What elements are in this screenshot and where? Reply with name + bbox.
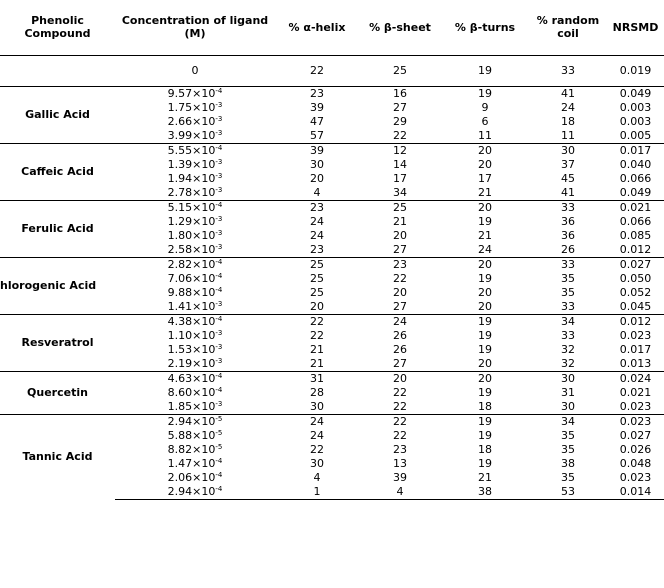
beta-turns-cell: 21 (478, 185, 492, 199)
concentration-mantissa: 4.38 (167, 314, 193, 328)
alpha-helix-cell: 21 (310, 342, 324, 356)
random-coil-cell: 18 (561, 114, 575, 128)
beta-turns-cell: 19 (478, 271, 492, 285)
compound-group (0, 414, 664, 499)
concentration-exponent: -3 (215, 356, 223, 365)
concentration-cell: 0 (191, 63, 199, 77)
alpha-helix-cell: 22 (310, 442, 324, 456)
nrsmd-cell: 0.023 (607, 414, 664, 429)
alpha-helix-cell: 30 (310, 456, 324, 470)
beta-sheet-cell: 34 (393, 185, 407, 199)
nrsmd-cell: 0.012 (619, 242, 652, 256)
header-nrsmd: NRSMD (607, 0, 664, 55)
beta-turns-cell: 21 (478, 470, 492, 484)
concentration-exponent: -3 (215, 328, 223, 337)
random-coil-cell: 33 (561, 299, 575, 313)
nrsmd-cell: 0.017 (607, 143, 664, 158)
compound-name: Caffeic Acid (0, 143, 115, 200)
nrsmd-cell: 0.012 (607, 314, 664, 329)
nrsmd-cell: 0.066 (619, 171, 652, 185)
concentration-exponent: -5 (215, 428, 223, 437)
nrsmd-cell: 0.052 (619, 285, 652, 299)
nrsmd-cell: 0.024 (607, 371, 664, 386)
times-ten: ×10 (192, 299, 216, 313)
concentration-exponent: -4 (215, 314, 223, 323)
alpha-helix-cell: 23 (310, 242, 324, 256)
beta-turns-cell: 21 (478, 228, 492, 242)
concentration-cell (115, 386, 275, 400)
beta-sheet-cell: 27 (393, 242, 407, 256)
table-row (0, 257, 664, 272)
beta-turns-cell: 24 (478, 242, 492, 256)
beta-sheet-cell: 27 (393, 100, 407, 114)
random-coil-cell: 24 (561, 100, 575, 114)
beta-turns-cell: 18 (478, 399, 492, 413)
beta-sheet-cell: 20 (359, 371, 441, 386)
alpha-helix-cell: 31 (275, 371, 359, 386)
concentration-exponent: -3 (215, 100, 223, 109)
concentration-mantissa: 7.06 (167, 271, 193, 285)
concentration-exponent: -4 (215, 86, 223, 95)
beta-sheet-cell: 26 (393, 328, 407, 342)
times-ten: ×10 (192, 157, 216, 171)
concentration-mantissa: 2.19 (167, 356, 193, 370)
alpha-helix-cell: 57 (310, 128, 324, 142)
nrsmd-cell: 0.021 (619, 385, 652, 399)
random-coil-cell: 33 (529, 257, 607, 272)
beta-sheet-cell: 4 (359, 485, 441, 500)
random-coil-cell: 36 (561, 214, 575, 228)
concentration-exponent: -4 (215, 385, 223, 394)
concentration-exponent: -3 (215, 157, 223, 166)
concentration-cell (115, 257, 275, 272)
times-ten: ×10 (192, 257, 216, 271)
concentration-cell (115, 357, 275, 372)
beta-turns-cell: 17 (478, 171, 492, 185)
nrsmd-cell: 0.085 (619, 228, 652, 242)
times-ten: ×10 (192, 100, 216, 114)
alpha-helix-cell: 25 (310, 285, 324, 299)
beta-sheet-cell: 16 (359, 86, 441, 101)
beta-turns-cell: 19 (478, 328, 492, 342)
concentration-mantissa: 4.63 (167, 371, 193, 385)
beta-turns-cell: 19 (478, 456, 492, 470)
concentration-mantissa: 1.75 (167, 100, 193, 114)
times-ten: ×10 (192, 371, 216, 385)
beta-sheet-cell: 22 (393, 428, 407, 442)
random-coil-cell: 35 (561, 285, 575, 299)
alpha-helix-cell: 21 (310, 356, 324, 370)
compound-name: hlorogenic Acid (0, 257, 115, 314)
concentration-cell (115, 215, 275, 229)
beta-sheet-cell: 22 (393, 399, 407, 413)
concentration-cell (115, 172, 275, 186)
concentration-exponent: -3 (215, 399, 223, 408)
concentration-cell (115, 243, 275, 258)
concentration-exponent: -3 (215, 228, 223, 237)
concentration-exponent: -4 (215, 143, 223, 152)
alpha-helix-cell: 24 (310, 428, 324, 442)
beta-turns-cell: 20 (441, 200, 529, 215)
random-coil-cell: 11 (561, 128, 575, 142)
compound-group (0, 371, 664, 414)
beta-turns-cell: 9 (481, 100, 489, 114)
alpha-helix-cell: 4 (313, 185, 321, 199)
alpha-helix-cell: 20 (310, 299, 324, 313)
beta-turns-cell: 19 (478, 63, 492, 77)
nrsmd-cell: 0.023 (619, 470, 652, 484)
times-ten: ×10 (192, 114, 216, 128)
compound-name: Resveratrol (0, 314, 115, 371)
table-row (0, 314, 664, 329)
concentration-cell (115, 229, 275, 243)
random-coil-cell: 36 (561, 228, 575, 242)
beta-turns-cell: 19 (478, 342, 492, 356)
random-coil-cell: 37 (561, 157, 575, 171)
concentration-exponent: -4 (215, 371, 223, 380)
header-phenolic-compound: Phenolic Compound (0, 0, 115, 55)
random-coil-cell: 41 (529, 86, 607, 101)
concentration-mantissa: 1.29 (167, 214, 193, 228)
beta-sheet-cell: 23 (359, 257, 441, 272)
times-ten: ×10 (192, 399, 216, 413)
concentration-mantissa: 1.80 (167, 228, 193, 242)
nrsmd-cell: 0.003 (619, 100, 652, 114)
concentration-exponent: -3 (215, 114, 223, 123)
nrsmd-cell: 0.045 (619, 299, 652, 313)
nrsmd-cell: 0.021 (607, 200, 664, 215)
beta-sheet-cell: 12 (359, 143, 441, 158)
beta-sheet-cell: 22 (393, 128, 407, 142)
concentration-exponent: -4 (215, 257, 223, 266)
concentration-exponent: -4 (215, 200, 223, 209)
concentration-mantissa: 1.85 (167, 399, 193, 413)
times-ten: ×10 (192, 86, 216, 100)
beta-sheet-cell: 14 (393, 157, 407, 171)
beta-turns-cell: 20 (441, 143, 529, 158)
random-coil-cell: 30 (529, 143, 607, 158)
beta-sheet-cell: 23 (393, 442, 407, 456)
table-body (0, 55, 664, 86)
concentration-exponent: -3 (215, 299, 223, 308)
alpha-helix-cell: 39 (310, 100, 324, 114)
random-coil-cell: 30 (529, 371, 607, 386)
nrsmd-cell: 0.048 (619, 456, 652, 470)
random-coil-cell: 31 (561, 385, 575, 399)
times-ten: ×10 (192, 200, 216, 214)
times-ten: ×10 (192, 385, 216, 399)
beta-sheet-cell: 22 (393, 271, 407, 285)
concentration-cell (115, 485, 275, 500)
concentration-cell (115, 300, 275, 315)
concentration-mantissa: 5.88 (167, 428, 193, 442)
nrsmd-cell: 0.049 (607, 86, 664, 101)
concentration-mantissa: 2.82 (167, 257, 193, 271)
concentration-mantissa: 1.53 (167, 342, 193, 356)
random-coil-cell: 34 (529, 414, 607, 429)
compound-group (0, 200, 664, 257)
nrsmd-cell: 0.027 (607, 257, 664, 272)
compound-name: Tannic Acid (0, 414, 115, 499)
table-row-control (0, 55, 664, 86)
random-coil-cell: 33 (529, 200, 607, 215)
times-ten: ×10 (192, 214, 216, 228)
alpha-helix-cell: 24 (310, 214, 324, 228)
concentration-mantissa: 8.82 (167, 442, 193, 456)
table-header (0, 0, 664, 55)
random-coil-cell: 45 (561, 171, 575, 185)
beta-sheet-cell: 24 (359, 314, 441, 329)
concentration-mantissa: 8.60 (167, 385, 193, 399)
alpha-helix-cell: 47 (310, 114, 324, 128)
compound-group (0, 86, 664, 143)
beta-sheet-cell: 20 (393, 228, 407, 242)
concentration-mantissa: 2.94 (167, 484, 193, 498)
beta-turns-cell: 20 (478, 299, 492, 313)
header-beta-sheet: % β-sheet (359, 0, 441, 55)
nrsmd-cell: 0.017 (619, 342, 652, 356)
nrsmd-cell: 0.023 (619, 399, 652, 413)
table-row (0, 371, 664, 386)
nrsmd-cell: 0.023 (619, 328, 652, 342)
beta-turns-cell: 20 (441, 371, 529, 386)
concentration-mantissa: 1.94 (167, 171, 193, 185)
beta-sheet-cell: 26 (393, 342, 407, 356)
concentration-exponent: -5 (215, 414, 223, 423)
concentration-exponent: -3 (215, 342, 223, 351)
concentration-exponent: -4 (215, 484, 223, 493)
concentration-cell (115, 414, 275, 429)
concentration-cell (115, 457, 275, 471)
beta-turns-cell: 38 (441, 485, 529, 500)
random-coil-cell: 26 (561, 242, 575, 256)
random-coil-cell: 38 (561, 456, 575, 470)
compound-cell (0, 55, 115, 86)
concentration-exponent: -4 (215, 470, 223, 479)
concentration-mantissa: 2.78 (167, 185, 193, 199)
concentration-exponent: -4 (215, 271, 223, 280)
nrsmd-cell: 0.014 (607, 485, 664, 500)
nrsmd-cell: 0.027 (619, 428, 652, 442)
nrsmd-cell: 0.049 (619, 185, 652, 199)
concentration-mantissa: 9.57 (167, 86, 193, 100)
beta-turns-cell: 20 (478, 285, 492, 299)
times-ten: ×10 (192, 456, 216, 470)
times-ten: ×10 (192, 143, 216, 157)
concentration-cell (115, 115, 275, 129)
concentration-exponent: -3 (215, 128, 223, 137)
random-coil-cell: 41 (561, 185, 575, 199)
random-coil-cell: 53 (529, 485, 607, 500)
alpha-helix-cell: 20 (310, 171, 324, 185)
concentration-cell (115, 443, 275, 457)
compound-name: Gallic Acid (0, 86, 115, 143)
concentration-exponent: -4 (215, 285, 223, 294)
random-coil-cell: 32 (561, 342, 575, 356)
concentration-cell (115, 101, 275, 115)
random-coil-cell: 35 (561, 428, 575, 442)
concentration-mantissa: 5.55 (167, 143, 193, 157)
nrsmd-cell: 0.003 (619, 114, 652, 128)
random-coil-cell: 35 (561, 442, 575, 456)
beta-turns-cell: 19 (441, 86, 529, 101)
alpha-helix-cell: 22 (310, 328, 324, 342)
beta-sheet-cell: 39 (393, 470, 407, 484)
concentration-cell (115, 314, 275, 329)
alpha-helix-cell: 24 (275, 414, 359, 429)
times-ten: ×10 (192, 428, 216, 442)
alpha-helix-cell: 25 (310, 271, 324, 285)
beta-sheet-cell: 27 (393, 356, 407, 370)
beta-turns-cell: 19 (441, 414, 529, 429)
concentration-cell (115, 158, 275, 172)
concentration-mantissa: 2.58 (167, 242, 193, 256)
concentration-mantissa: 1.39 (167, 157, 193, 171)
concentration-cell (115, 129, 275, 144)
concentration-mantissa: 2.94 (167, 414, 193, 428)
beta-turns-cell: 20 (478, 356, 492, 370)
beta-turns-cell: 20 (478, 157, 492, 171)
beta-sheet-cell: 25 (359, 200, 441, 215)
nrsmd-cell: 0.066 (619, 214, 652, 228)
beta-sheet-cell: 22 (393, 385, 407, 399)
times-ten: ×10 (192, 356, 216, 370)
alpha-helix-cell: 25 (275, 257, 359, 272)
beta-turns-cell: 18 (478, 442, 492, 456)
table-row (0, 414, 664, 429)
nrsmd-cell: 0.026 (619, 442, 652, 456)
alpha-helix-cell: 23 (275, 86, 359, 101)
concentration-mantissa: 5.15 (167, 200, 193, 214)
random-coil-cell: 33 (561, 63, 575, 77)
concentration-cell (115, 471, 275, 485)
beta-sheet-cell: 22 (359, 414, 441, 429)
random-coil-cell: 35 (561, 271, 575, 285)
alpha-helix-cell: 39 (275, 143, 359, 158)
concentration-cell (115, 272, 275, 286)
alpha-helix-cell: 24 (310, 228, 324, 242)
alpha-helix-cell: 1 (275, 485, 359, 500)
concentration-exponent: -4 (215, 456, 223, 465)
compound-group (0, 314, 664, 371)
times-ten: ×10 (192, 470, 216, 484)
concentration-cell (115, 143, 275, 158)
random-coil-cell: 33 (561, 328, 575, 342)
nrsmd-cell: 0.050 (619, 271, 652, 285)
concentration-cell (115, 343, 275, 357)
nrsmd-cell: 0.013 (619, 356, 652, 370)
concentration-mantissa: 2.06 (167, 470, 193, 484)
table-row (0, 86, 664, 101)
concentration-cell (115, 86, 275, 101)
header-alpha-helix: % α-helix (275, 0, 359, 55)
alpha-helix-cell: 22 (275, 314, 359, 329)
beta-turns-cell: 6 (481, 114, 489, 128)
times-ten: ×10 (192, 171, 216, 185)
beta-turns-cell: 20 (441, 257, 529, 272)
nrsmd-cell: 0.040 (619, 157, 652, 171)
beta-turns-cell: 19 (478, 214, 492, 228)
concentration-cell (115, 200, 275, 215)
times-ten: ×10 (192, 328, 216, 342)
concentration-exponent: -3 (215, 171, 223, 180)
table-row (0, 143, 664, 158)
times-ten: ×10 (192, 228, 216, 242)
times-ten: ×10 (192, 314, 216, 328)
beta-turns-cell: 19 (478, 428, 492, 442)
nrsmd-cell: 0.005 (619, 128, 652, 142)
concentration-cell (115, 429, 275, 443)
compound-group (0, 143, 664, 200)
concentration-mantissa: 1.47 (167, 456, 193, 470)
concentration-cell (115, 371, 275, 386)
header-beta-turns: % β-turns (441, 0, 529, 55)
beta-turns-cell: 19 (478, 385, 492, 399)
beta-sheet-cell: 20 (393, 285, 407, 299)
compound-name: Quercetin (0, 371, 115, 414)
alpha-helix-cell: 28 (310, 385, 324, 399)
concentration-mantissa: 2.66 (167, 114, 193, 128)
times-ten: ×10 (192, 128, 216, 142)
table-row (0, 200, 664, 215)
times-ten: ×10 (192, 271, 216, 285)
compound-group (0, 257, 664, 314)
random-coil-cell: 32 (561, 356, 575, 370)
beta-sheet-cell: 29 (393, 114, 407, 128)
random-coil-cell: 30 (561, 399, 575, 413)
header-random-coil: % random coil (529, 0, 607, 55)
random-coil-cell: 34 (529, 314, 607, 329)
concentration-exponent: -3 (215, 242, 223, 251)
concentration-cell (115, 329, 275, 343)
times-ten: ×10 (192, 484, 216, 498)
concentration-cell (115, 186, 275, 201)
times-ten: ×10 (192, 242, 216, 256)
alpha-helix-cell: 30 (310, 399, 324, 413)
concentration-mantissa: 3.99 (167, 128, 193, 142)
header-concentration: Concentration of ligand (M) (115, 0, 275, 55)
concentration-mantissa: 1.10 (167, 328, 193, 342)
concentration-cell (115, 286, 275, 300)
alpha-helix-cell: 30 (310, 157, 324, 171)
times-ten: ×10 (192, 285, 216, 299)
times-ten: ×10 (192, 442, 216, 456)
beta-sheet-cell: 17 (393, 171, 407, 185)
times-ten: ×10 (192, 414, 216, 428)
concentration-exponent: -3 (215, 214, 223, 223)
nrsmd-cell: 0.019 (619, 63, 652, 77)
beta-sheet-cell: 25 (393, 63, 407, 77)
alpha-helix-cell: 4 (313, 470, 321, 484)
beta-sheet-cell: 21 (393, 214, 407, 228)
concentration-mantissa: 9.88 (167, 285, 193, 299)
concentration-exponent: -3 (215, 185, 223, 194)
beta-sheet-cell: 13 (393, 456, 407, 470)
concentration-mantissa: 1.41 (167, 299, 193, 313)
beta-turns-cell: 19 (441, 314, 529, 329)
beta-sheet-cell: 27 (393, 299, 407, 313)
times-ten: ×10 (192, 342, 216, 356)
concentration-cell (115, 400, 275, 415)
compound-name: Ferulic Acid (0, 200, 115, 257)
times-ten: ×10 (192, 185, 216, 199)
alpha-helix-cell: 23 (275, 200, 359, 215)
concentration-exponent: -5 (215, 442, 223, 451)
beta-turns-cell: 11 (478, 128, 492, 142)
alpha-helix-cell: 22 (310, 63, 324, 77)
random-coil-cell: 35 (561, 470, 575, 484)
